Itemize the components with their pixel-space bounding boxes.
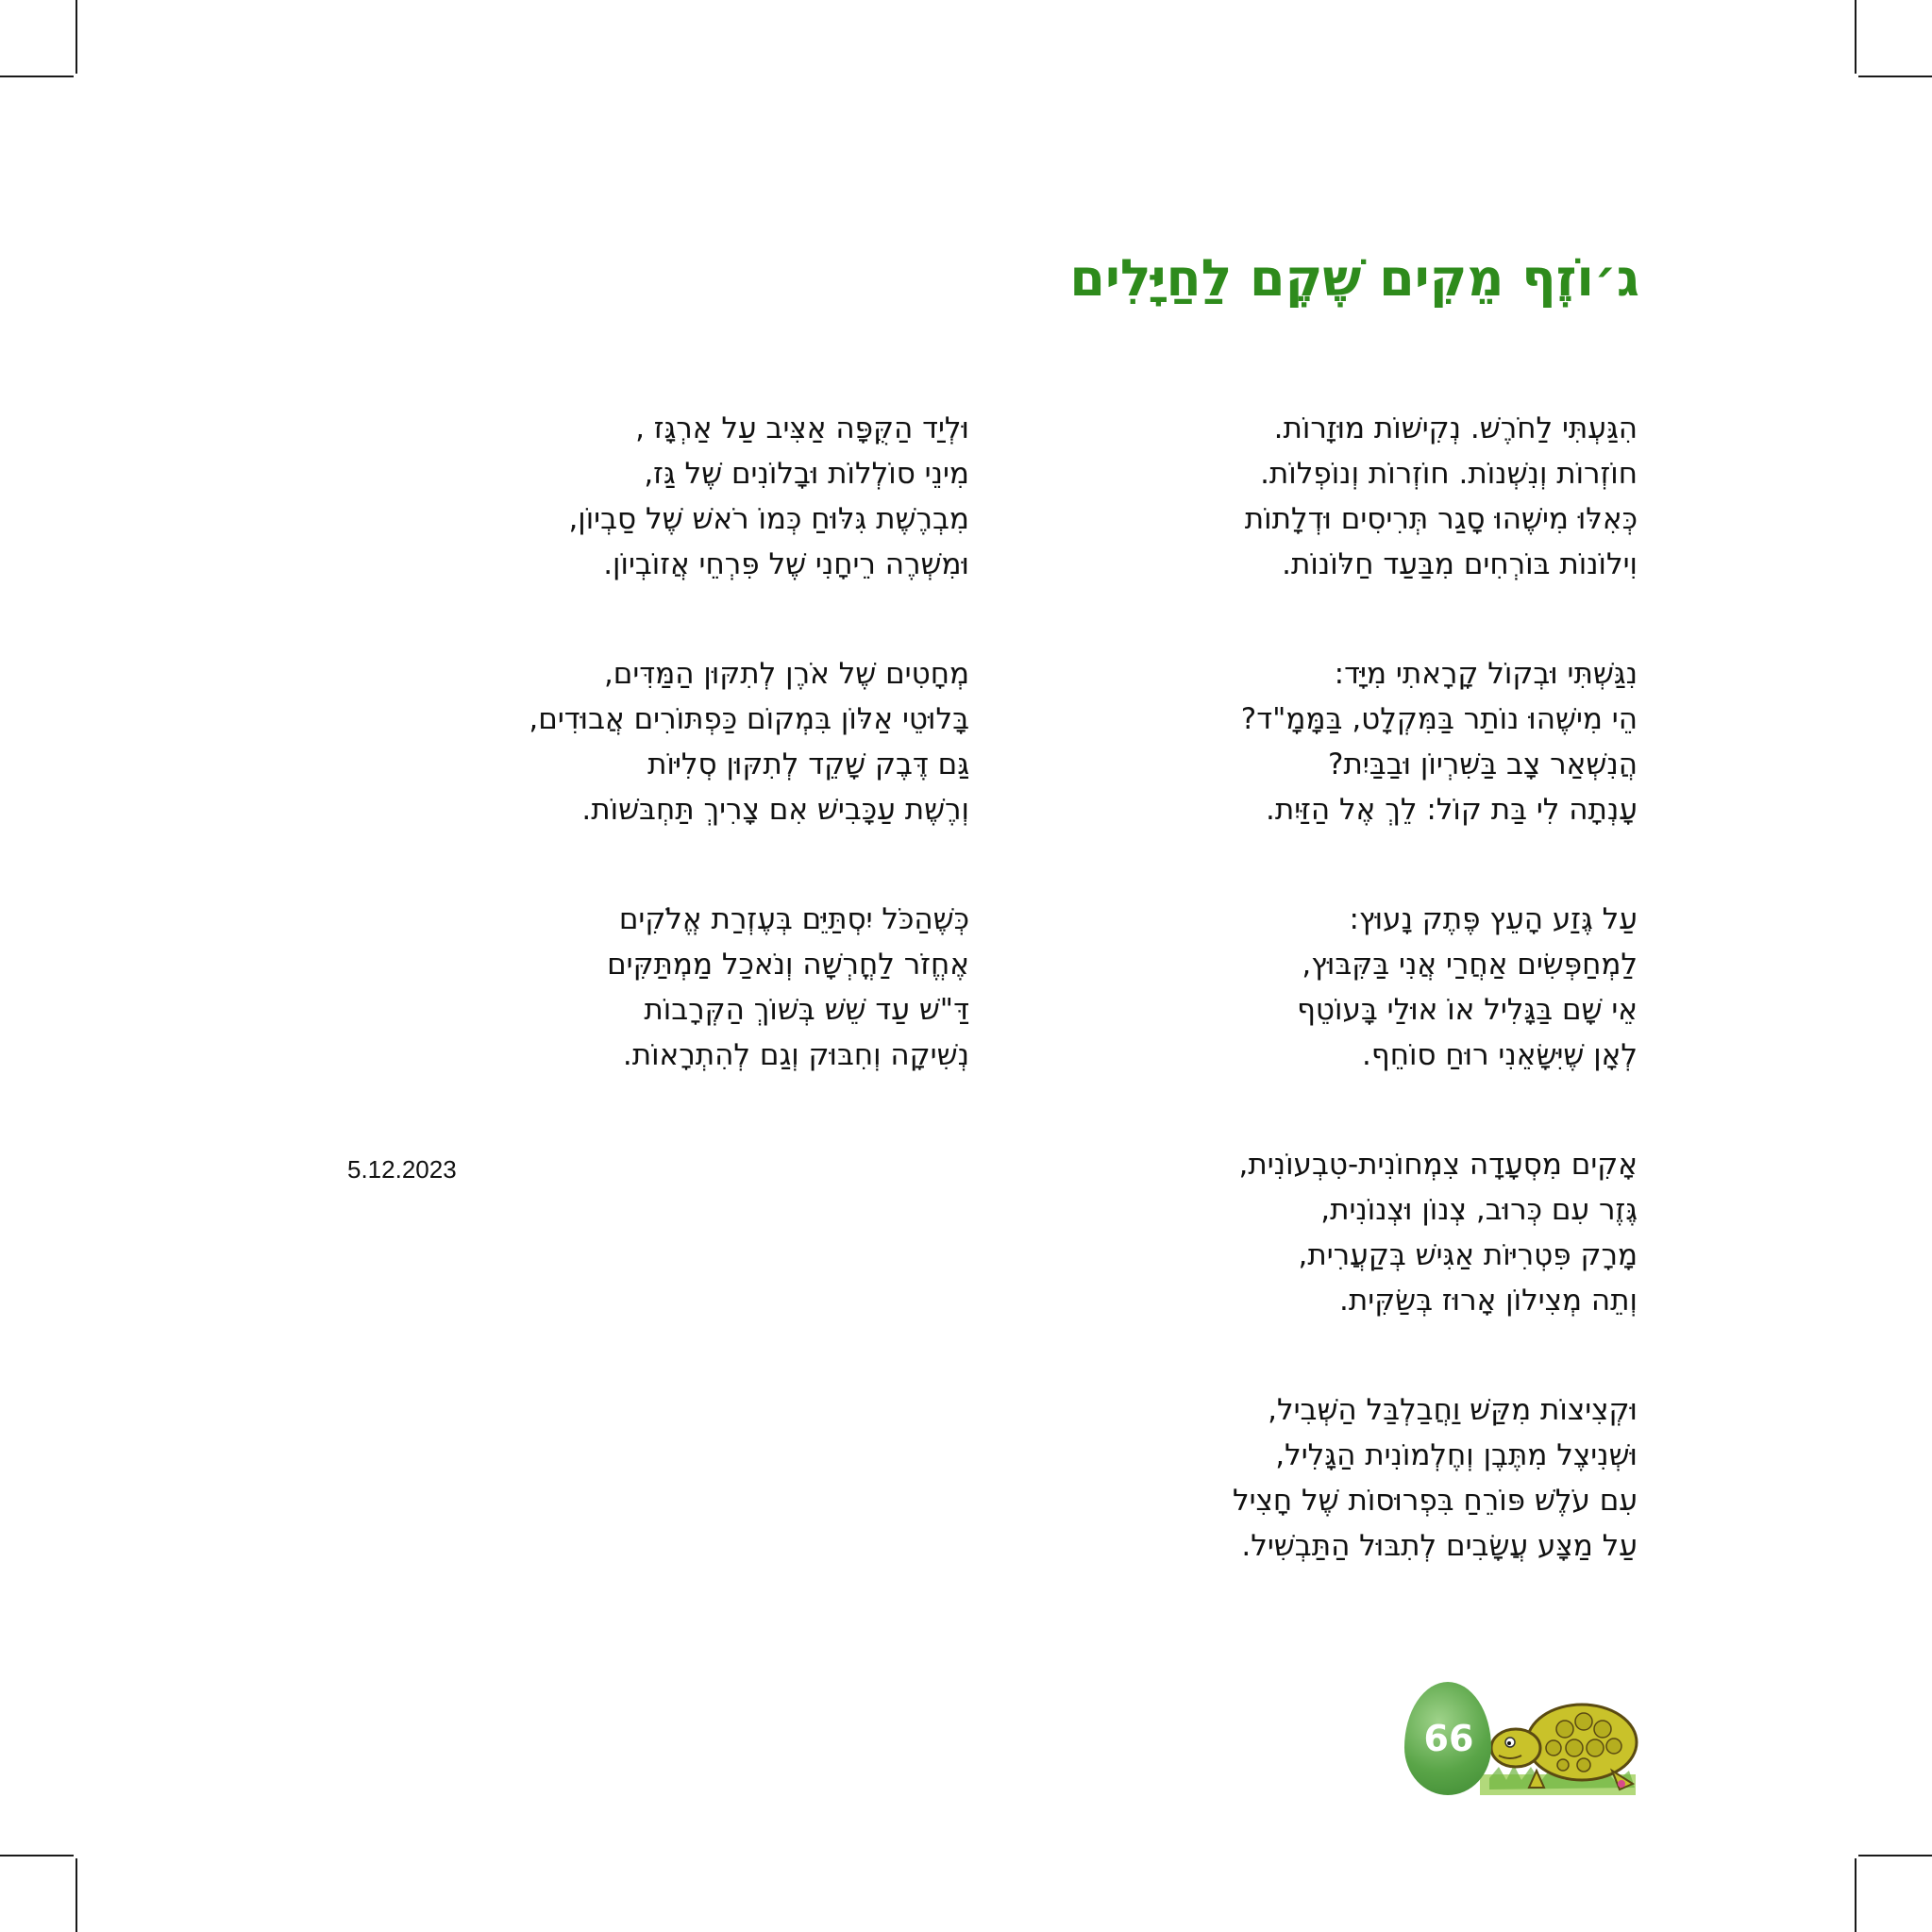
poem-line: כְּאִלּוּ מִישֶׁהוּ סָגַר תְּרִיסִים וּדְלָתוֹת xyxy=(1244,502,1638,536)
poem-line: דַּ"שׁ עַד שֵׁשׁ בְּשׁוֹךְ הַקְּרָבוֹת xyxy=(644,993,969,1027)
page-badge xyxy=(1404,1672,1640,1814)
poem-column-left xyxy=(365,406,969,1142)
poem-line: כְּשֶׁהַכֹּל יִסְתַּיֵּם בְּעֶזְרַת אֱלֹקִים xyxy=(618,902,969,936)
crop-mark-top-left-h xyxy=(0,76,74,77)
poem-line: לְאָן שֶׁיִּשָּׂאֵנִי רוּחַ סוֹחֵף. xyxy=(1362,1038,1638,1072)
poem-line: מָרָק פִּטְרִיּוֹת אַגִּישׁ בְּקַעֲרִית, xyxy=(1298,1238,1638,1272)
stanza xyxy=(365,897,969,1078)
poem-column-right xyxy=(1071,406,1638,1633)
poem-line: עָנְתָה לִי בַּת קוֹל: לֵךְ אֶל הַזַּיִת. xyxy=(1266,793,1638,827)
poem-line: וּלְיַד הַקֻּפָּה אַצִּיב עַל אַרְגָּז , xyxy=(635,412,969,445)
stanza xyxy=(1071,406,1638,587)
poem-line: הִגַּעְתִּי לַחֹרֶשׁ. נְקִישׁוֹת מוּזָרוֹת. xyxy=(1273,412,1638,445)
crop-mark-bottom-right xyxy=(1855,1858,1856,1932)
poem-line: גֶּזֶר עִם כְּרוּב, צְנוֹן וּצְנוֹנִית, xyxy=(1320,1193,1638,1227)
poem-line: מְחָטִים שֶׁל אֹרֶן לְתִקּוּן הַמַּדִּים, xyxy=(603,657,969,691)
poem-line: הֲנִשְׁאַר צָב בַּשִּׁרְיוֹן וּבַבַּיִת? xyxy=(1328,748,1638,781)
crop-mark-bottom-right-h xyxy=(1858,1855,1932,1856)
poem-line: וִילוֹנוֹת בּוֹרְחִים מִבַּעַד חַלּוֹנוֹת. xyxy=(1282,547,1638,581)
poem-date: 5.12.2023 xyxy=(347,1155,457,1184)
poem-line: הֵי מִישֶׁהוּ נוֹתַר בַּמִּקְלָט, בַּמָּמָ"ד? xyxy=(1240,702,1638,736)
stanza xyxy=(1071,1387,1638,1569)
poem-line: מִינֵי סוֹלְלוֹת וּבָלוֹנִים שֶׁל גַּז, xyxy=(644,457,969,491)
crop-mark-bottom-left xyxy=(76,1858,77,1932)
crop-mark-top-left xyxy=(76,0,77,74)
poem-line: וְתֵה מְצִילוֹן אָרוּז בְּשַׂקִּית. xyxy=(1339,1284,1638,1318)
poem-line: נְשִׁיקָה וְחִבּוּק וְגַם לְהִתְרָאוֹת. xyxy=(622,1038,969,1072)
crop-mark-top-right xyxy=(1855,0,1856,74)
poem-line: אֶחֱזֹר לַחֳרְשָׁה וְנֹאכַל מַמְתַּקִּים xyxy=(607,948,969,982)
page-title: ג׳וֹזֶף מֵקִים שֶׁקֶם לַחַיָּלִים xyxy=(1069,248,1639,308)
poem-line: וּשְׁנִיצֶל מִתֶּבֶן וְחֶלְמוֹנִית הַגָּלִיל, xyxy=(1275,1438,1638,1472)
poem-line: וּקְצִיצוֹת מִקַּשׁ וַחֲבַלְבַּל הַשְּׁבִיל, xyxy=(1268,1393,1638,1427)
crop-mark-top-right-h xyxy=(1858,76,1932,77)
stanza xyxy=(1071,1142,1638,1323)
poem-line: גַּם דֶּבֶק שָׁקֵד לְתִקּוּן סְלִיּוֹת xyxy=(647,748,969,781)
stanza xyxy=(365,406,969,587)
page-number: 66 xyxy=(1423,1718,1474,1759)
crop-mark-bottom-left-h xyxy=(0,1855,74,1856)
poem-line: עַל גֶּזַע הָעֵץ פֶּתֶק נָעוּץ: xyxy=(1349,902,1638,936)
poem-line: אָקִים מִסְעָדָה צִמְחוֹנִית-טִבְעוֹנִית, xyxy=(1238,1148,1638,1182)
poem-line: עַל מַצָּע עֲשָׂבִים לְתִבּוּל הַתַּבְשִׁיל. xyxy=(1241,1529,1638,1563)
poem-line: וְרֶשֶׁת עַכָּבִישׁ אִם צָרִיךְ תַּחְבּשׁוֹת. xyxy=(581,793,969,827)
poem-line: בָּלוּטֵי אַלּוֹן בִּמְקוֹם כַּפְתּוֹרִים אֲבוּדִים, xyxy=(529,702,969,736)
stanza xyxy=(1071,897,1638,1078)
stanza xyxy=(365,651,969,832)
poem-line: נִגַּשְׁתִּי וּבְקוֹל קָרָאתִי מִיָּד: xyxy=(1334,657,1638,691)
poem-line: אֵי שָׁם בַּגָּלִיל אוֹ אוּלַי בָּעוֹטֵף xyxy=(1297,993,1638,1027)
poem-line: חוֹזְרוֹת וְנִשְׁנוֹת. חוֹזְרוֹת וְנוֹפְלוֹת. xyxy=(1260,457,1638,491)
stanza xyxy=(1071,651,1638,832)
poem-line: מִבְרֶשֶׁת גִּלּוּחַ כְּמוֹ רֹאשׁ שֶׁל סַבְיוֹן, xyxy=(568,502,969,536)
poem-line: וּמִשְׁרֶה רֵיחָנִי שֶׁל פִּרְחֵי אֲזוֹבְיוֹן. xyxy=(603,547,969,581)
poem-line: לַמְחַפְּשִׂים אַחֲרַי אֲנִי בַּקִּבּוּץ, xyxy=(1302,948,1638,982)
poem-line: עִם עֹלֶשׁ פּוֹרֵחַ בִּפְרוּסוֹת שֶׁל חָצִיל xyxy=(1232,1484,1638,1518)
